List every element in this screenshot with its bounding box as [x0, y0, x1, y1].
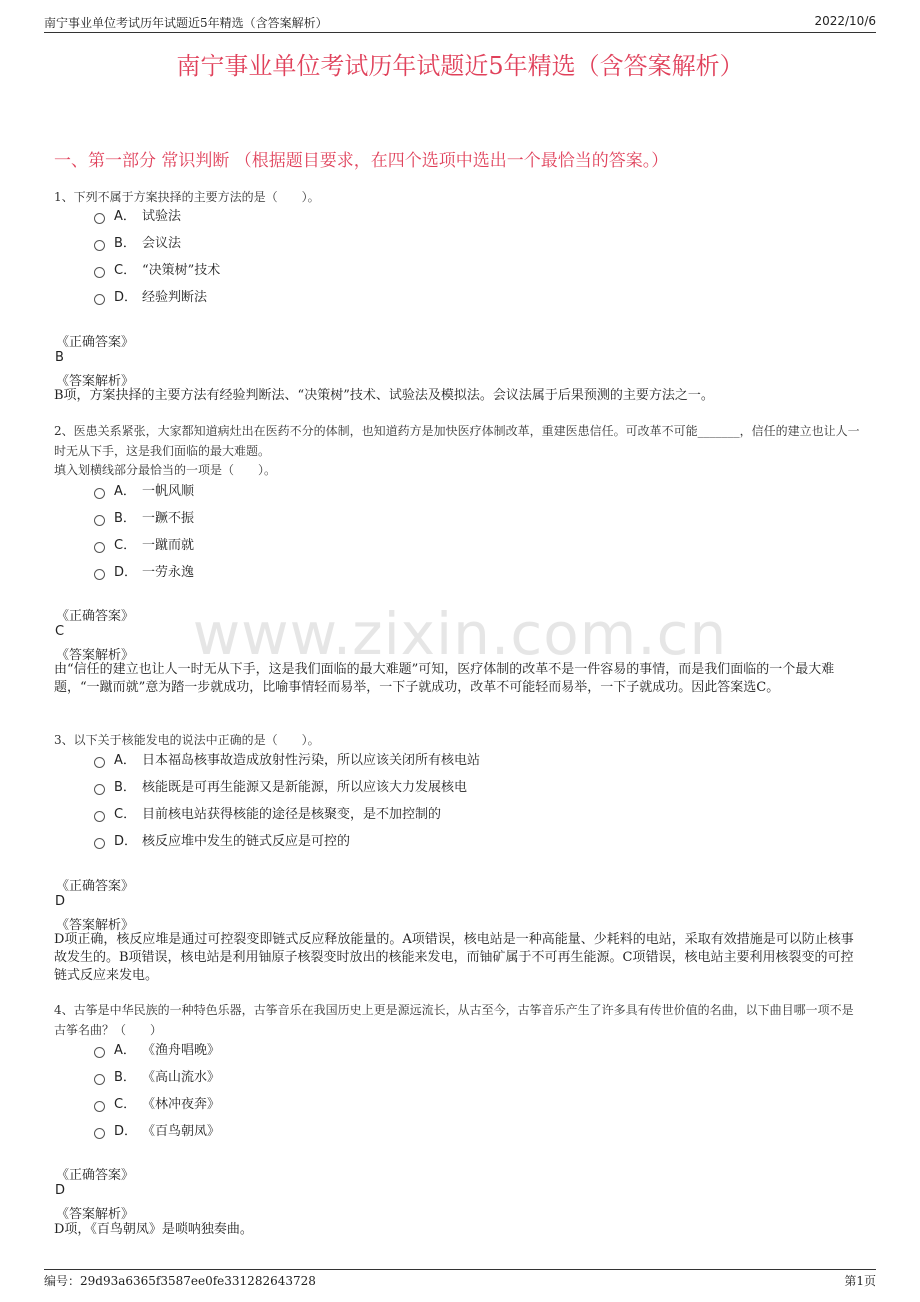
option-d[interactable]: D． 《百鸟朝凤》 [94, 1122, 220, 1142]
correct-answer-label: 《正确答案》 [56, 1168, 135, 1183]
radio-icon[interactable] [94, 1101, 105, 1112]
question-stem: 1、下列不属于方案抉择的主要方法的是（ ）。 [54, 190, 320, 204]
analysis-text: 由“信任的建立也让人一时无从下手，这是我们面临的最大难题”可知，医疗体制的改革不是一件容易的事情，而是我们面临的一个最大难题，“一蹴而就”意为踏一步就成功，比喻事情轻而易举，一下子就成功，改革不可能轻而易举，一下子就成功。因此答案选C。 [54, 662, 835, 695]
footer-serial: 编号：29d93a6365f3587ee0fe331282643728 [44, 1274, 316, 1288]
radio-icon[interactable] [94, 240, 105, 251]
footer-page-number: 第1页 [844, 1274, 876, 1288]
option-c[interactable]: C． 一蹴而就 [94, 536, 194, 556]
section-heading: 一、第一部分 常识判断 （根据题目要求，在四个选项中选出一个最恰当的答案。） [54, 151, 669, 171]
option-b[interactable]: B． 《高山流水》 [94, 1068, 220, 1088]
question-stem: 3、以下关于核能发电的说法中正确的是（ ）。 [54, 733, 320, 747]
watermark: www.zixin.com.cn [192, 600, 728, 668]
analysis-label: 《答案解析》 [56, 1207, 135, 1222]
header-divider [44, 32, 876, 33]
radio-icon[interactable] [94, 838, 105, 849]
analysis-label: 《答案解析》 [56, 648, 135, 663]
option-c[interactable]: C． 《林冲夜奔》 [94, 1095, 220, 1115]
option-d[interactable]: D． 一劳永逸 [94, 563, 194, 583]
correct-answer-label: 《正确答案》 [56, 335, 135, 350]
radio-icon[interactable] [94, 811, 105, 822]
question-prompt: 填入划横线部分最恰当的一项是（ ）。 [54, 463, 277, 477]
question-stem: 2、医患关系紧张，大家都知道病灶出在医药不分的体制，也知道药方是加快医疗体制改革，重建医患信任。可改革不可能_______，信任的建立也让人一时无从下手，这是我们面临的最大难题。 [54, 424, 860, 458]
analysis-text: D项，《百鸟朝凤》是唢呐独奏曲。 [54, 1222, 253, 1237]
page-header [44, 14, 876, 32]
option-a[interactable]: A． 一帆风顺 [94, 482, 194, 502]
footer-divider [44, 1269, 876, 1270]
option-a[interactable]: A． 《渔舟唱晚》 [94, 1041, 220, 1061]
radio-icon[interactable] [94, 488, 105, 499]
option-d[interactable]: D． 核反应堆中发生的链式反应是可控的 [94, 832, 350, 852]
radio-icon[interactable] [94, 757, 105, 768]
radio-icon[interactable] [94, 294, 105, 305]
radio-icon[interactable] [94, 569, 105, 580]
option-d[interactable]: D． 经验判断法 [94, 288, 207, 308]
page-title: 南宁事业单位考试历年试题近5年精选（含答案解析） [176, 52, 744, 80]
header-date: 2022/10/6 [814, 14, 876, 28]
correct-answer: B [55, 350, 64, 365]
radio-icon[interactable] [94, 213, 105, 224]
option-a[interactable]: A． 日本福岛核事故造成放射性污染，所以应该关闭所有核电站 [94, 751, 480, 771]
option-c[interactable]: C． 目前核电站获得核能的途径是核聚变，是不加控制的 [94, 805, 441, 825]
correct-answer: D [55, 894, 66, 909]
option-b[interactable]: B． 一蹶不振 [94, 509, 194, 529]
correct-answer-label: 《正确答案》 [56, 609, 135, 624]
radio-icon[interactable] [94, 515, 105, 526]
correct-answer: D [55, 1183, 66, 1198]
correct-answer-label: 《正确答案》 [56, 879, 135, 894]
option-b[interactable]: B． 核能既是可再生能源又是新能源，所以应该大力发展核电 [94, 778, 467, 798]
radio-icon[interactable] [94, 1047, 105, 1058]
analysis-text: B项，方案抉择的主要方法有经验判断法、“决策树”技术、试验法及模拟法。会议法属于后果预测的主要方法之一。 [54, 388, 714, 403]
radio-icon[interactable] [94, 784, 105, 795]
question-stem: 4、古筝是中华民族的一种特色乐器，古筝音乐在我国历史上更是源远流长，从古至今，古筝音乐产生了许多具有传世价值的名曲，以下曲目哪一项不是古筝名曲？（ ） [54, 1003, 854, 1037]
radio-icon[interactable] [94, 1074, 105, 1085]
option-a[interactable]: A． 试验法 [94, 207, 181, 227]
radio-icon[interactable] [94, 267, 105, 278]
radio-icon[interactable] [94, 542, 105, 553]
analysis-label: 《答案解析》 [56, 374, 135, 389]
analysis-text: D项正确，核反应堆是通过可控裂变即链式反应释放能量的。A项错误，核电站是一种高能量、少耗料的电站，采取有效措施是可以防止核事故发生的。B项错误，核电站是利用铀原子核裂变时放出的核能来发电，而铀矿属于不可再生能源。C项错误，核电站主要利用核裂变的可控链式反应来发电。 [54, 932, 854, 983]
option-b[interactable]: B． 会议法 [94, 234, 181, 254]
header-doc-title: 南宁事业单位考试历年试题近5年精选（含答案解析） [44, 16, 328, 30]
radio-icon[interactable] [94, 1128, 105, 1139]
analysis-label: 《答案解析》 [56, 918, 135, 933]
option-c[interactable]: C． “决策树”技术 [94, 261, 220, 281]
correct-answer: C [55, 624, 65, 639]
